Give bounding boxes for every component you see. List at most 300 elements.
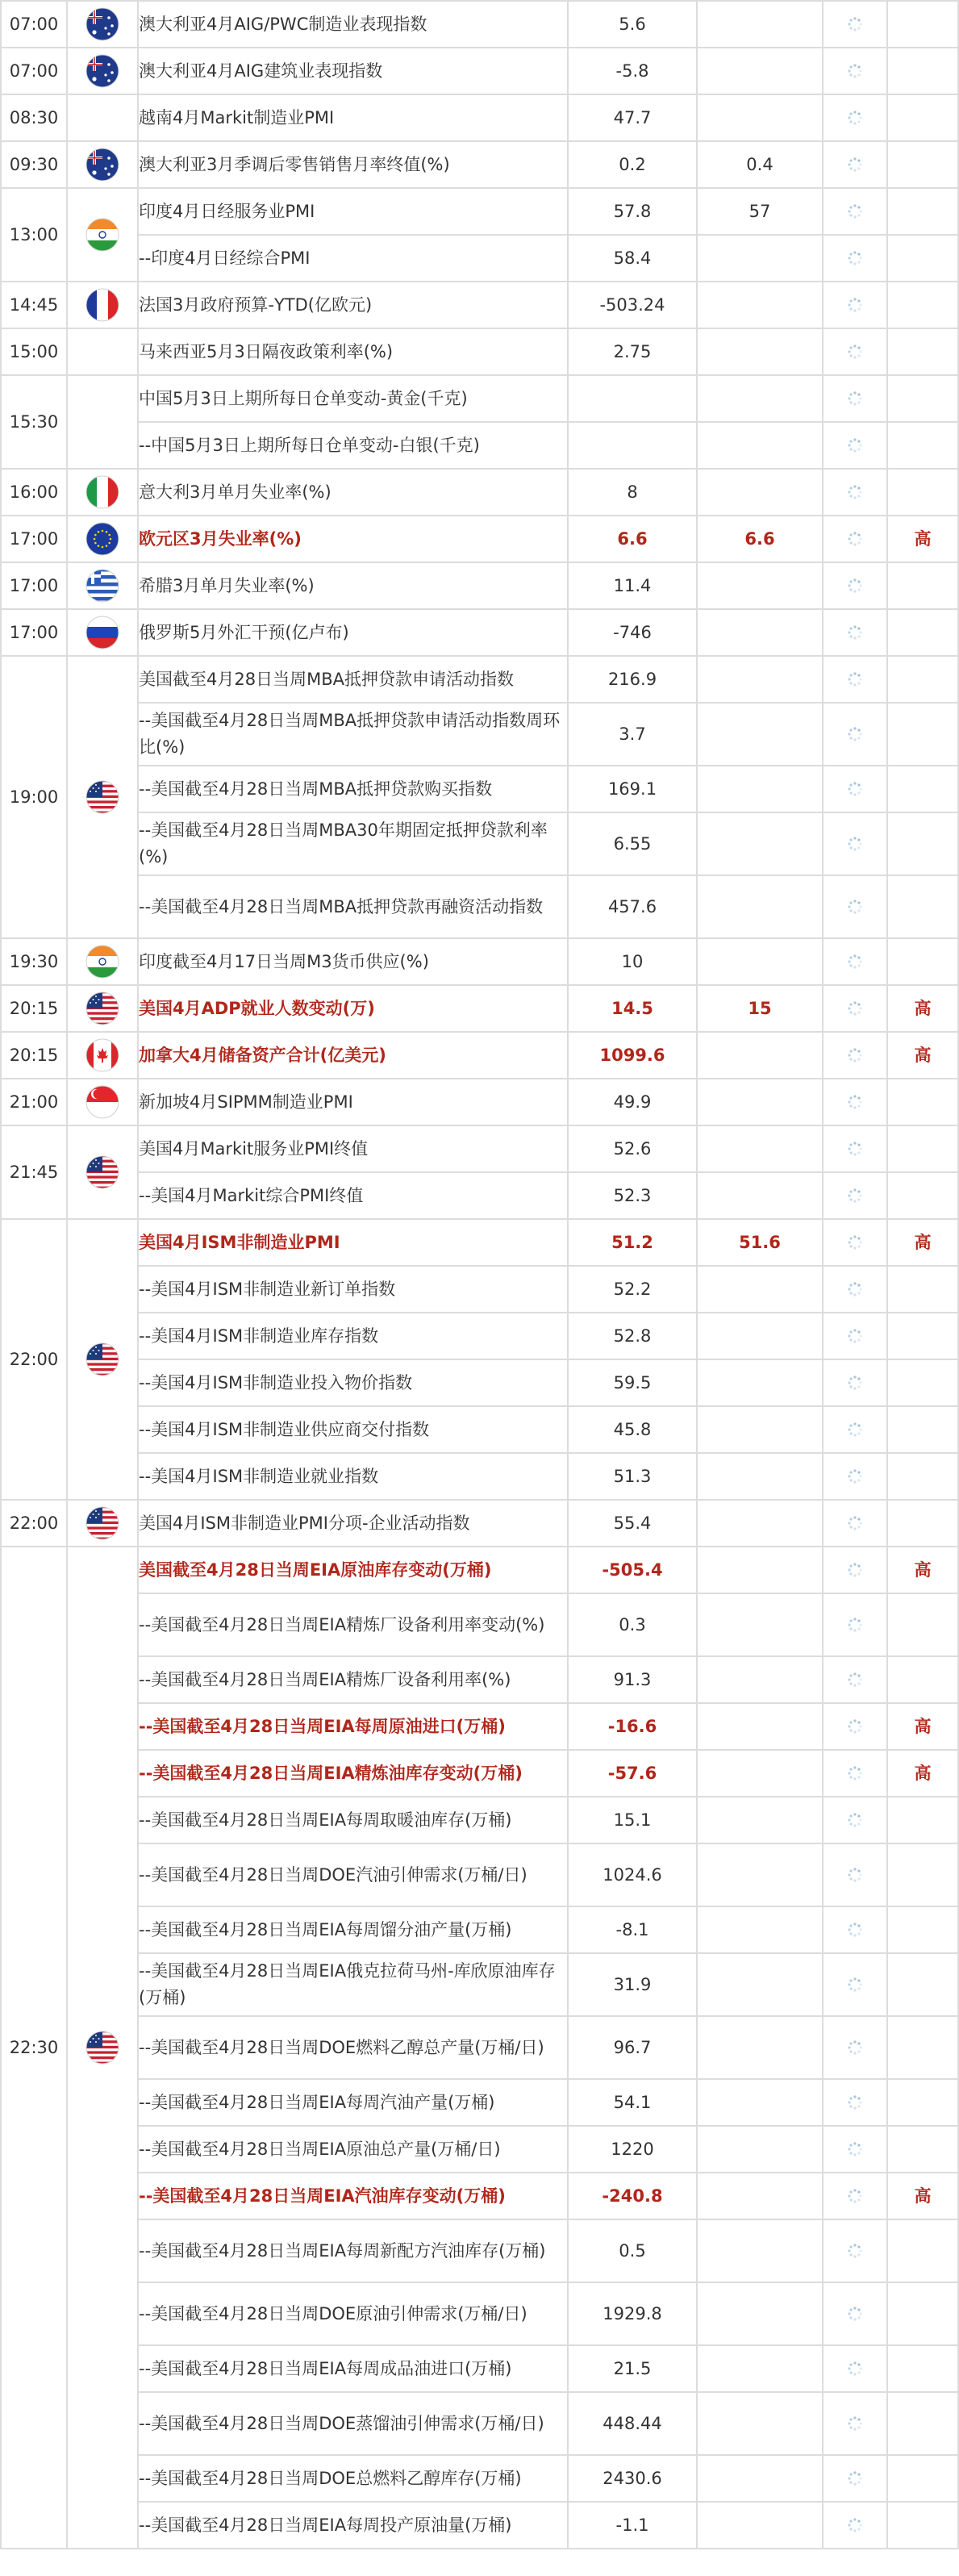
time-cell: 15:30 — [1, 375, 67, 469]
loading-spinner-cell — [823, 938, 887, 985]
actual-value: 2430.6 — [568, 2455, 697, 2502]
importance-label — [887, 375, 958, 422]
importance-label — [887, 1593, 958, 1656]
actual-value: -5.8 — [568, 48, 697, 94]
indicator-name: --美国截至4月28日当周DOE汽油引伸需求(万桶/日) — [138, 1843, 568, 1906]
actual-value — [568, 375, 697, 422]
time-cell: 22:00 — [1, 1500, 67, 1547]
importance-label — [887, 1079, 958, 1125]
table-row — [1, 1453, 958, 1500]
time-cell: 17:00 — [1, 609, 67, 656]
loading-spinner-cell — [823, 1313, 887, 1359]
flag-cell — [67, 141, 138, 188]
forecast-value: 15 — [697, 985, 823, 1032]
importance-label — [887, 328, 958, 375]
indicator-name: 希腊3月单月失业率(%) — [138, 562, 568, 609]
actual-value: 52.3 — [568, 1172, 697, 1219]
indicator-name: --美国截至4月28日当周EIA原油总产量(万桶/日) — [138, 2126, 568, 2173]
actual-value: 54.1 — [568, 2079, 697, 2126]
actual-value: 14.5 — [568, 985, 697, 1032]
loading-spinner-icon — [823, 2094, 886, 2111]
indicator-name: 印度4月日经服务业PMI — [138, 188, 568, 235]
importance-label: 高 — [887, 1750, 958, 1797]
importance-label — [887, 1656, 958, 1703]
loading-spinner-icon — [823, 1421, 886, 1438]
importance-label — [887, 812, 958, 875]
forecast-value — [697, 2502, 823, 2549]
loading-spinner-icon — [823, 835, 886, 853]
indicator-name: --美国4月Markit综合PMI终值 — [138, 1172, 568, 1219]
importance-label: 高 — [887, 1547, 958, 1593]
forecast-value — [697, 1125, 823, 1172]
indicator-name: 法国3月政府预算-YTD(亿欧元) — [138, 282, 568, 328]
actual-value: 6.55 — [568, 812, 697, 875]
forecast-value — [697, 766, 823, 812]
loading-spinner-cell — [823, 1750, 887, 1797]
actual-value: -16.6 — [568, 1703, 697, 1750]
actual-value: 216.9 — [568, 656, 697, 703]
indicator-name: 加拿大4月储备资产合计(亿美元) — [138, 1032, 568, 1079]
loading-spinner-icon — [823, 343, 886, 361]
loading-spinner-cell — [823, 516, 887, 562]
loading-spinner-icon — [823, 436, 886, 454]
importance-label — [887, 1313, 958, 1359]
actual-value: 1024.6 — [568, 1843, 697, 1906]
actual-value: 15.1 — [568, 1797, 697, 1843]
loading-spinner-cell — [823, 2173, 887, 2219]
indicator-name: --美国4月ISM非制造业就业指数 — [138, 1453, 568, 1500]
table-row — [1, 2219, 958, 2282]
indicator-name: --美国截至4月28日当周DOE总燃料乙醇库存(万桶) — [138, 2455, 568, 2502]
table-row — [1, 188, 958, 235]
importance-label — [887, 703, 958, 766]
forecast-value: 57 — [697, 188, 823, 235]
loading-spinner-icon — [823, 2470, 886, 2487]
importance-label — [887, 609, 958, 656]
flag-cell — [67, 1, 138, 48]
table-row — [1, 562, 958, 609]
indicator-name: --美国截至4月28日当周MBA抵押贷款购买指数 — [138, 766, 568, 812]
indicator-name: --美国4月ISM非制造业供应商交付指数 — [138, 1406, 568, 1453]
actual-value: -746 — [568, 609, 697, 656]
forecast-value — [697, 1843, 823, 1906]
table-row — [1, 938, 958, 985]
importance-label — [887, 1953, 958, 2016]
loading-spinner-cell — [823, 1500, 887, 1547]
loading-spinner-cell — [823, 94, 887, 141]
indicator-name: 意大利3月单月失业率(%) — [138, 469, 568, 516]
importance-label — [887, 282, 958, 328]
actual-value: -8.1 — [568, 1906, 697, 1953]
forecast-value — [697, 469, 823, 516]
indicator-name: 美国4月ADP就业人数变动(万) — [138, 985, 568, 1032]
usa-flag-icon — [85, 1505, 120, 1541]
actual-value: 0.5 — [568, 2219, 697, 2282]
table-row — [1, 1797, 958, 1843]
loading-spinner-cell — [823, 1453, 887, 1500]
canada-flag-icon — [85, 1037, 120, 1073]
loading-spinner-icon — [823, 725, 886, 743]
table-row — [1, 1125, 958, 1172]
table-row — [1, 812, 958, 875]
forecast-value — [697, 875, 823, 938]
table-row — [1, 2282, 958, 2345]
time-cell: 08:30 — [1, 94, 67, 141]
indicator-name: --美国截至4月28日当周DOE蒸馏油引伸需求(万桶/日) — [138, 2392, 568, 2455]
loading-spinner-cell — [823, 422, 887, 469]
eu-flag-icon — [85, 521, 120, 557]
loading-spinner-icon — [823, 1187, 886, 1204]
loading-spinner-cell — [823, 766, 887, 812]
actual-value: 11.4 — [568, 562, 697, 609]
table-row — [1, 875, 958, 938]
loading-spinner-icon — [823, 2516, 886, 2534]
table-row — [1, 235, 958, 282]
indicator-name: --美国4月ISM非制造业库存指数 — [138, 1313, 568, 1359]
india-flag-icon — [85, 944, 120, 979]
usa-flag-icon — [85, 779, 120, 815]
importance-label: 高 — [887, 1032, 958, 1079]
flag-cell — [67, 1547, 138, 2549]
loading-spinner-cell — [823, 1906, 887, 1953]
importance-label — [887, 94, 958, 141]
loading-spinner-icon — [823, 780, 886, 798]
loading-spinner-cell — [823, 1656, 887, 1703]
importance-label — [887, 2079, 958, 2126]
forecast-value — [697, 1953, 823, 2016]
loading-spinner-icon — [823, 109, 886, 127]
australia-flag-icon — [85, 147, 120, 182]
loading-spinner-icon — [823, 390, 886, 407]
importance-label: 高 — [887, 1219, 958, 1266]
loading-spinner-cell — [823, 1125, 887, 1172]
forecast-value — [697, 2173, 823, 2219]
russia-flag-icon — [85, 615, 120, 650]
time-cell: 19:00 — [1, 656, 67, 938]
table-row — [1, 1359, 958, 1406]
loading-spinner-cell — [823, 812, 887, 875]
loading-spinner-cell — [823, 2219, 887, 2282]
flag-cell — [67, 328, 138, 375]
actual-value: 0.3 — [568, 1593, 697, 1656]
loading-spinner-icon — [823, 1000, 886, 1017]
importance-label — [887, 2016, 958, 2079]
table-row — [1, 1843, 958, 1906]
loading-spinner-icon — [823, 62, 886, 80]
indicator-name: 马来西亚5月3日隔夜政策利率(%) — [138, 328, 568, 375]
importance-label — [887, 2345, 958, 2392]
importance-label — [887, 2455, 958, 2502]
table-row — [1, 1079, 958, 1125]
usa-flag-icon — [85, 1154, 120, 1190]
calendar-body — [1, 1, 958, 2549]
loading-spinner-icon — [823, 249, 886, 267]
forecast-value — [697, 1079, 823, 1125]
loading-spinner-icon — [823, 1811, 886, 1829]
forecast-value — [697, 328, 823, 375]
time-cell: 15:00 — [1, 328, 67, 375]
flag-cell — [67, 656, 138, 938]
usa-flag-icon — [85, 2030, 120, 2065]
actual-value: 47.7 — [568, 94, 697, 141]
actual-value: -503.24 — [568, 282, 697, 328]
forecast-value — [697, 375, 823, 422]
indicator-name: 澳大利亚3月季调后零售销售月率终值(%) — [138, 141, 568, 188]
table-row — [1, 328, 958, 375]
indicator-name: 澳大利亚4月AIG建筑业表现指数 — [138, 48, 568, 94]
indicator-name: --美国截至4月28日当周EIA精炼厂设备利用率变动(%) — [138, 1593, 568, 1656]
forecast-value — [697, 1313, 823, 1359]
forecast-value — [697, 2016, 823, 2079]
time-cell: 20:15 — [1, 985, 67, 1032]
actual-value: 49.9 — [568, 1079, 697, 1125]
indicator-name: 美国4月Markit服务业PMI终值 — [138, 1125, 568, 1172]
loading-spinner-cell — [823, 1266, 887, 1313]
loading-spinner-cell — [823, 1172, 887, 1219]
time-cell: 09:30 — [1, 141, 67, 188]
loading-spinner-icon — [823, 2305, 886, 2323]
forecast-value — [697, 1656, 823, 1703]
loading-spinner-cell — [823, 656, 887, 703]
table-row — [1, 1656, 958, 1703]
table-row — [1, 469, 958, 516]
actual-value: 59.5 — [568, 1359, 697, 1406]
actual-value: 52.2 — [568, 1266, 697, 1313]
loading-spinner-cell — [823, 1547, 887, 1593]
flag-cell — [67, 1125, 138, 1219]
importance-label — [887, 1406, 958, 1453]
forecast-value — [697, 1266, 823, 1313]
australia-flag-icon — [85, 6, 120, 42]
table-row — [1, 1703, 958, 1750]
table-row — [1, 766, 958, 812]
time-cell: 16:00 — [1, 469, 67, 516]
table-row — [1, 2173, 958, 2219]
loading-spinner-cell — [823, 1406, 887, 1453]
indicator-name: --美国截至4月28日当周MBA抵押贷款申请活动指数周环比(%) — [138, 703, 568, 766]
forecast-value — [697, 1593, 823, 1656]
italy-flag-icon — [85, 474, 120, 510]
table-row — [1, 516, 958, 562]
importance-label: 高 — [887, 516, 958, 562]
flag-cell — [67, 375, 138, 469]
flag-cell — [67, 985, 138, 1032]
time-cell: 20:15 — [1, 1032, 67, 1079]
indicator-name: --美国截至4月28日当周MBA抵押贷款再融资活动指数 — [138, 875, 568, 938]
table-row — [1, 2455, 958, 2502]
flag-cell — [67, 48, 138, 94]
table-row — [1, 282, 958, 328]
importance-label: 高 — [887, 985, 958, 1032]
indicator-name: 美国截至4月28日当周MBA抵押贷款申请活动指数 — [138, 656, 568, 703]
table-row — [1, 375, 958, 422]
indicator-name: 美国截至4月28日当周EIA原油库存变动(万桶) — [138, 1547, 568, 1593]
loading-spinner-icon — [823, 1374, 886, 1392]
actual-value: -57.6 — [568, 1750, 697, 1797]
indicator-name: 越南4月Markit制造业PMI — [138, 94, 568, 141]
flag-cell — [67, 469, 138, 516]
table-row — [1, 422, 958, 469]
forecast-value: 51.6 — [697, 1219, 823, 1266]
indicator-name: --美国截至4月28日当周EIA每周成品油进口(万桶) — [138, 2345, 568, 2392]
indicator-name: --美国截至4月28日当周EIA每周馏分油产量(万桶) — [138, 1906, 568, 1953]
forecast-value — [697, 938, 823, 985]
loading-spinner-cell — [823, 1219, 887, 1266]
forecast-value — [697, 1406, 823, 1453]
time-cell: 21:00 — [1, 1079, 67, 1125]
importance-label — [887, 188, 958, 235]
time-cell: 17:00 — [1, 562, 67, 609]
loading-spinner-icon — [823, 1093, 886, 1111]
forecast-value — [697, 1797, 823, 1843]
actual-value: 2.75 — [568, 328, 697, 375]
loading-spinner-icon — [823, 1234, 886, 1251]
usa-flag-icon — [85, 991, 120, 1026]
actual-value: 31.9 — [568, 1953, 697, 2016]
time-cell: 22:00 — [1, 1219, 67, 1500]
loading-spinner-cell — [823, 1032, 887, 1079]
importance-label: 高 — [887, 1703, 958, 1750]
loading-spinner-cell — [823, 141, 887, 188]
actual-value: -505.4 — [568, 1547, 697, 1593]
table-row — [1, 1547, 958, 1593]
loading-spinner-icon — [823, 1718, 886, 1735]
loading-spinner-icon — [823, 296, 886, 314]
loading-spinner-icon — [823, 1671, 886, 1689]
loading-spinner-cell — [823, 188, 887, 235]
importance-label — [887, 141, 958, 188]
loading-spinner-icon — [823, 898, 886, 916]
flag-cell — [67, 609, 138, 656]
table-row — [1, 1406, 958, 1453]
forecast-value — [697, 2079, 823, 2126]
indicator-name: --美国截至4月28日当周EIA每周取暖油库存(万桶) — [138, 1797, 568, 1843]
loading-spinner-cell — [823, 1797, 887, 1843]
importance-label — [887, 1906, 958, 1953]
importance-label — [887, 422, 958, 469]
loading-spinner-cell — [823, 1, 887, 48]
forecast-value — [697, 812, 823, 875]
indicator-name: --美国4月ISM非制造业投入物价指数 — [138, 1359, 568, 1406]
importance-label — [887, 1266, 958, 1313]
actual-value: 52.8 — [568, 1313, 697, 1359]
flag-cell — [67, 516, 138, 562]
table-row — [1, 1906, 958, 1953]
forecast-value — [697, 609, 823, 656]
loading-spinner-cell — [823, 235, 887, 282]
indicator-name: --中国5月3日上期所每日仓单变动-白银(千克) — [138, 422, 568, 469]
table-row — [1, 1, 958, 48]
loading-spinner-cell — [823, 1359, 887, 1406]
forecast-value — [697, 2219, 823, 2282]
loading-spinner-icon — [823, 1866, 886, 1884]
loading-spinner-cell — [823, 562, 887, 609]
forecast-value — [697, 1172, 823, 1219]
flag-cell — [67, 1219, 138, 1500]
forecast-value — [697, 2345, 823, 2392]
time-cell: 19:30 — [1, 938, 67, 985]
indicator-name: --美国截至4月28日当周EIA精炼厂设备利用率(%) — [138, 1656, 568, 1703]
time-cell: 17:00 — [1, 516, 67, 562]
loading-spinner-icon — [823, 1561, 886, 1579]
table-row — [1, 141, 958, 188]
loading-spinner-cell — [823, 2502, 887, 2549]
flag-cell — [67, 938, 138, 985]
importance-label — [887, 1500, 958, 1547]
flag-cell — [67, 282, 138, 328]
table-row — [1, 1500, 958, 1547]
flag-cell — [67, 188, 138, 282]
time-cell: 07:00 — [1, 48, 67, 94]
importance-label — [887, 2219, 958, 2282]
table-row — [1, 2502, 958, 2549]
forecast-value — [697, 1703, 823, 1750]
actual-value: -240.8 — [568, 2173, 697, 2219]
loading-spinner-icon — [823, 1616, 886, 1634]
indicator-name: 美国4月ISM非制造业PMI — [138, 1219, 568, 1266]
importance-label — [887, 1797, 958, 1843]
actual-value: 57.8 — [568, 188, 697, 235]
loading-spinner-cell — [823, 469, 887, 516]
indicator-name: --美国截至4月28日当周EIA汽油库存变动(万桶) — [138, 2173, 568, 2219]
importance-label — [887, 1172, 958, 1219]
loading-spinner-cell — [823, 1703, 887, 1750]
importance-label — [887, 2502, 958, 2549]
forecast-value — [697, 2392, 823, 2455]
indicator-name: 美国4月ISM非制造业PMI分项-企业活动指数 — [138, 1500, 568, 1547]
loading-spinner-icon — [823, 2187, 886, 2205]
loading-spinner-icon — [823, 2242, 886, 2260]
greece-flag-icon — [85, 568, 120, 603]
loading-spinner-icon — [823, 1764, 886, 1782]
loading-spinner-icon — [823, 1327, 886, 1345]
indicator-name: --美国截至4月28日当周EIA精炼油库存变动(万桶) — [138, 1750, 568, 1797]
loading-spinner-icon — [823, 624, 886, 641]
forecast-value — [697, 1500, 823, 1547]
indicator-name: --美国4月ISM非制造业新订单指数 — [138, 1266, 568, 1313]
indicator-name: 澳大利亚4月AIG/PWC制造业表现指数 — [138, 1, 568, 48]
importance-label — [887, 2392, 958, 2455]
actual-value: 10 — [568, 938, 697, 985]
importance-label — [887, 1453, 958, 1500]
table-row — [1, 2392, 958, 2455]
time-cell: 21:45 — [1, 1125, 67, 1219]
time-cell: 14:45 — [1, 282, 67, 328]
forecast-value — [697, 1547, 823, 1593]
actual-value: 0.2 — [568, 141, 697, 188]
flag-cell — [67, 1032, 138, 1079]
actual-value — [568, 422, 697, 469]
actual-value: 1220 — [568, 2126, 697, 2173]
loading-spinner-cell — [823, 2016, 887, 2079]
importance-label — [887, 1359, 958, 1406]
loading-spinner-icon — [823, 1921, 886, 1939]
loading-spinner-cell — [823, 985, 887, 1032]
actual-value: -1.1 — [568, 2502, 697, 2549]
importance-label — [887, 656, 958, 703]
importance-label — [887, 875, 958, 938]
actual-value: 45.8 — [568, 1406, 697, 1453]
indicator-name: --美国截至4月28日当周EIA每周新配方汽油库存(万桶) — [138, 2219, 568, 2282]
flag-cell — [67, 1079, 138, 1125]
forecast-value: 6.6 — [697, 516, 823, 562]
forecast-value — [697, 94, 823, 141]
loading-spinner-icon — [823, 1976, 886, 1994]
forecast-value — [697, 656, 823, 703]
loading-spinner-icon — [823, 1046, 886, 1064]
table-row — [1, 1219, 958, 1266]
loading-spinner-cell — [823, 2455, 887, 2502]
